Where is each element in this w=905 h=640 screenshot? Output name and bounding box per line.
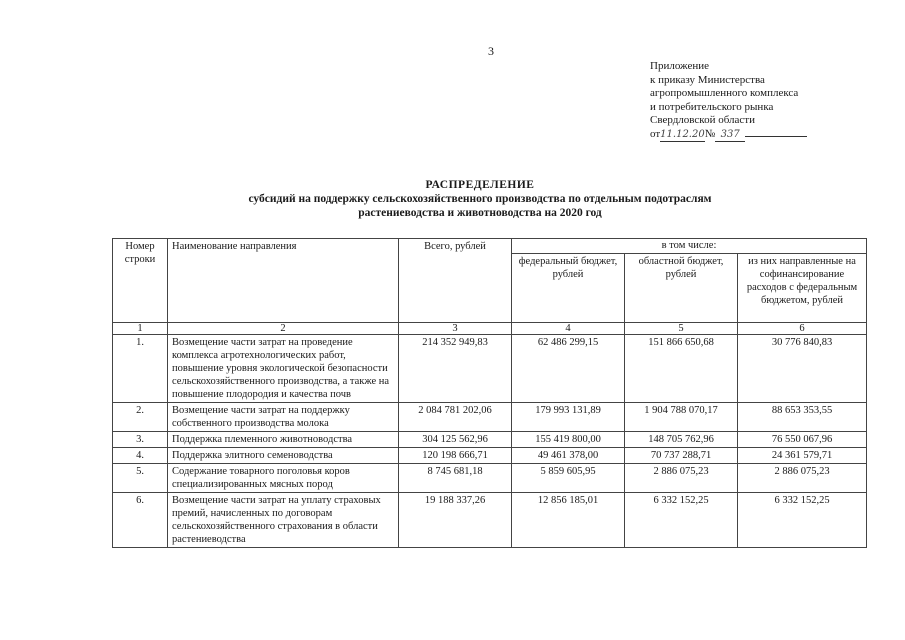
row-total: 2 084 781 202,06 [399,403,512,432]
page-number: 3 [488,44,494,58]
row-federal: 155 419 800,00 [512,432,625,448]
header-including: в том числе: [512,239,867,254]
row-total: 214 352 949,83 [399,335,512,403]
table-row [113,493,867,548]
appendix-line: и потребительского рынка [650,100,774,113]
row-total: 19 188 337,26 [399,493,512,548]
row-regional: 6 332 152,25 [625,493,738,548]
handwritten-date: 11.12.20 [660,128,705,143]
table-row [113,335,867,403]
table-row [113,448,867,464]
row-name: Возмещение части затрат на уплату страховых премий, начисленных по договорам сельскохозяйственного страхования в области растениеводства [168,493,399,548]
appendix-date-line [650,128,807,143]
appendix-line: к приказу Министерства [650,73,765,86]
date-prefix: от [650,127,661,140]
header-name: Наименование направления [168,239,399,323]
title-line-2: субсидий на поддержку сельскохозяйственного производства по отдельным подотраслям [248,193,712,205]
row-cofin: 88 653 353,55 [738,403,867,432]
index-cell: 5 [625,323,738,335]
appendix-line: Приложение [650,60,710,72]
table-row [113,432,867,448]
row-num: 4. [113,448,168,464]
row-regional: 1 904 788 070,17 [625,403,738,432]
index-cell: 3 [399,323,512,335]
header-federal: федеральный бюджет, рублей [512,254,625,323]
row-num: 2. [113,403,168,432]
row-regional: 70 737 288,71 [625,448,738,464]
row-cofin: 24 361 579,71 [738,448,867,464]
appendix-line: Свердловской области [650,114,755,126]
row-name: Поддержка элитного семеноводства [168,448,399,464]
row-regional: 151 866 650,68 [625,335,738,403]
row-num: 3. [113,432,168,448]
row-federal: 12 856 185,01 [512,493,625,548]
header-regional: областной бюджет, рублей [625,254,738,323]
index-cell: 6 [738,323,867,335]
index-cell: 2 [168,323,399,335]
row-regional: 148 705 762,96 [625,432,738,448]
row-cofin: 6 332 152,25 [738,493,867,548]
row-federal: 62 486 299,15 [512,335,625,403]
appendix-block [650,60,807,142]
header-cofin: из них направленные на софинансирование расходов с федеральным бюджетом, рублей [738,254,867,323]
appendix-line: агропромышленного комплекса [650,87,799,99]
title-line-3: растениеводства и животноводства на 2020 год [358,207,602,219]
row-name: Возмещение части затрат на поддержку собственного производства молока [168,403,399,432]
document-title [180,178,780,220]
row-federal: 179 993 131,89 [512,403,625,432]
signature-underline [745,136,807,137]
table-row [113,464,867,493]
row-total: 304 125 562,96 [399,432,512,448]
row-regional: 2 886 075,23 [625,464,738,493]
row-total: 8 745 681,18 [399,464,512,493]
row-name: Поддержка племенного животноводства [168,432,399,448]
number-sign: № [704,127,716,140]
row-num: 5. [113,464,168,493]
index-cell: 4 [512,323,625,335]
table-row [113,403,867,432]
row-name: Возмещение части затрат на проведение комплекса агротехнологических работ, повышение уровня экологической безопасности сельскохозяйственного производства, а также на повышение плодородия и качества почв [168,335,399,403]
row-cofin: 30 776 840,83 [738,335,867,403]
row-num: 6. [113,493,168,548]
header-num: Номер строки [113,239,168,323]
row-federal: 49 461 378,00 [512,448,625,464]
row-num: 1. [113,335,168,403]
row-name: Содержание товарного поголовья коров специализированных мясных пород [168,464,399,493]
header-row [113,239,867,254]
row-cofin: 76 550 067,96 [738,432,867,448]
title-main: РАСПРЕДЕЛЕНИЕ [425,179,535,191]
handwritten-number: 337 [715,128,745,143]
row-total: 120 198 666,71 [399,448,512,464]
index-cell: 1 [113,323,168,335]
index-row [113,323,867,335]
header-total: Всего, рублей [399,239,512,323]
subsidy-table [112,238,867,548]
row-federal: 5 859 605,95 [512,464,625,493]
row-cofin: 2 886 075,23 [738,464,867,493]
